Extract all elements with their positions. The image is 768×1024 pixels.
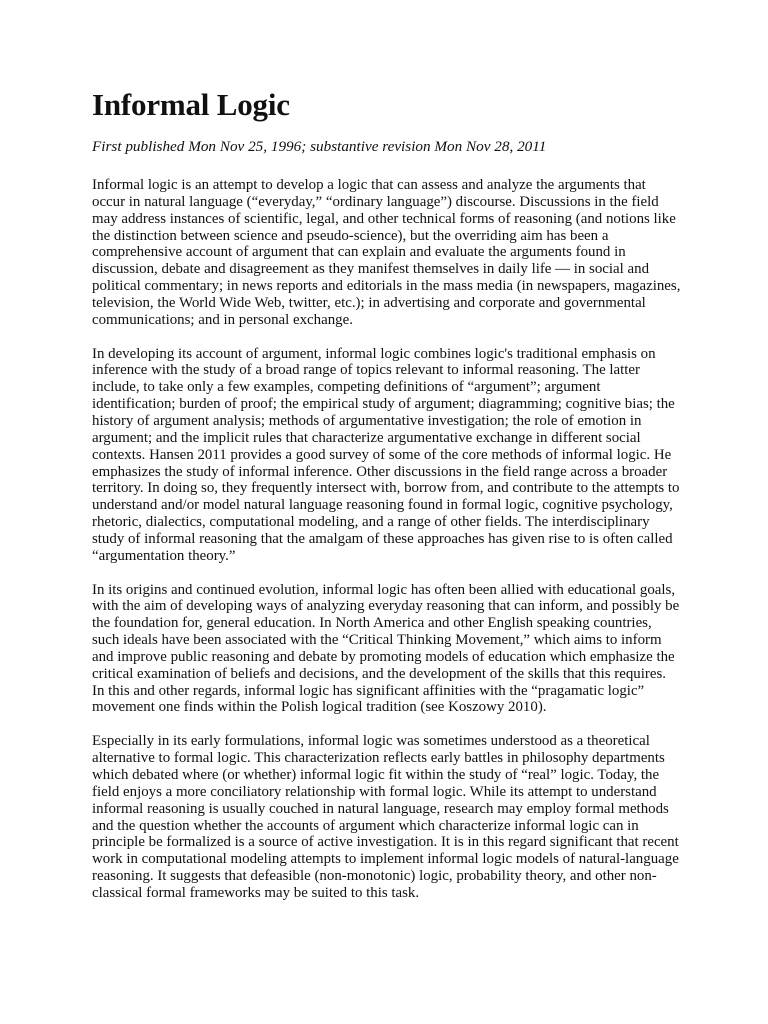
page-title: Informal Logic: [92, 87, 290, 122]
publication-line: First published Mon Nov 25, 1996; substantive revision Mon Nov 28, 2011: [92, 138, 547, 155]
paragraph-3: In its origins and continued evolution, informal logic has often been allied with educational goals, with the aim of developing ways of analyzing everyday reasoning that can inform, and possibly be the foundation for, general education. In North America and other English speaking countries, such ideals have been associated with the “Critical Thinking Movement,” which aims to inform and improve public reasoning and debate by promoting models of education which emphasize the critical examination of beliefs and decisions, and the development of the skills that this requires. In this and other regards, informal logic has significant affinities with the “pragamatic logic” movement one finds within the Polish logical tradition (see Koszowy 2010).: [92, 581, 680, 716]
paragraph-1: Informal logic is an attempt to develop a logic that can assess and analyze the arguments that occur in natural language (“everyday,” “ordinary language”) discourse. Discussions in the field may address instances of scientific, legal, and other technical forms of reasoning (and notions like the distinction between science and pseudo-science), but the overriding aim has been a comprehensive account of argument that can explain and evaluate the arguments found in discussion, debate and disagreement as they manifest themselves in daily life — in social and political commentary; in news reports and editorials in the mass media (in newspapers, magazines, television, the World Wide Web, twitter, etc.); in advertising and corporate and governmental communications; and in personal exchange.: [92, 177, 681, 328]
paragraph-4: Especially in its early formulations, informal logic was sometimes understood as a theoretical alternative to formal logic. This characterization reflects early battles in philosophy departments which debated where (or whether) informal logic fit within the study of “real” logic. Today, the field enjoys a more conciliatory relationship with formal logic. While its attempt to understand informal reasoning is usually couched in natural language, research may employ formal methods and the question whether the accounts of argument which characterize informal logic can in principle be formalized is a source of active investigation. It is in this regard significant that recent work in computational modeling attempts to implement informal logic models of natural-language reasoning. It suggests that defeasible (non-monotonic) logic, probability theory, and other non-classical formal frameworks may be suited to this task.: [92, 733, 679, 901]
document-page: [92, 86, 682, 919]
paragraph-2: In developing its account of argument, informal logic combines logic's traditional emphasis on inference with the study of a broad range of topics relevant to informal reasoning. The latter include, to take only a few examples, competing definitions of “argument”; argument identification; burden of proof; the empirical study of argument; diagramming; cognitive bias; the history of argument analysis; methods of argumentative investigation; the role of emotion in argument; and the implicit rules that characterize argumentative exchange in different social contexts. Hansen 2011 provides a good survey of some of the core methods of informal logic. He emphasizes the study of informal inference. Other discussions in the field range across a broader territory. In doing so, they frequently intersect with, borrow from, and contribute to the attempts to understand and/or model natural language reasoning found in formal logic, cognitive psychology, rhetoric, dialectics, computational modeling, and a range of other fields. The interdisciplinary study of informal reasoning that the amalgam of these approaches has given rise to is often called “argumentation theory.”: [92, 345, 680, 564]
